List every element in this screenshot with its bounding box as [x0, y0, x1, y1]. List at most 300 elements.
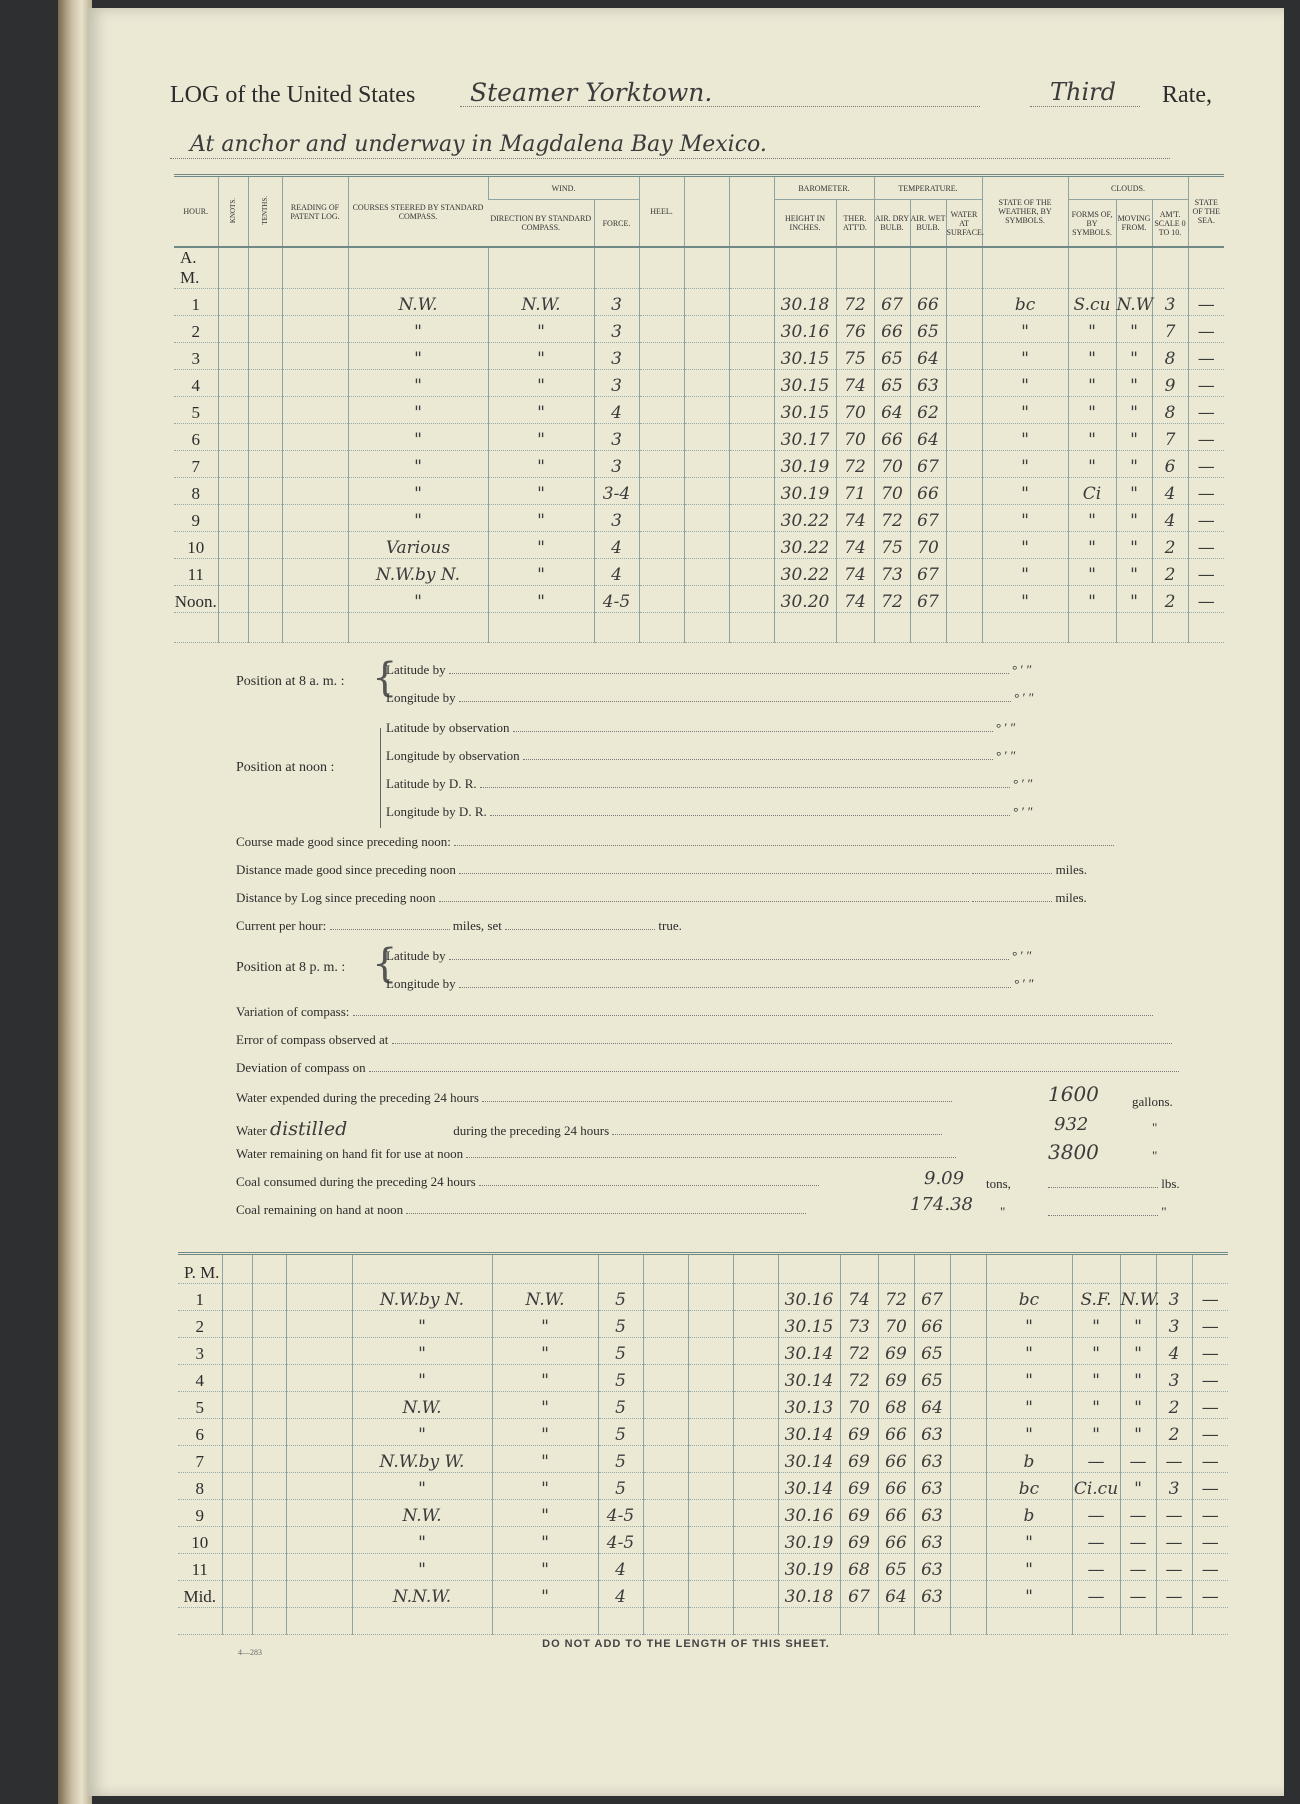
- pm-cell-course: N.W.by W.: [352, 1446, 492, 1473]
- am-cell-cloud-moving: ": [1116, 370, 1152, 397]
- pm-cell-course: N.W.: [352, 1392, 492, 1419]
- pm-cell-air-dry: 65: [878, 1554, 914, 1581]
- am-cell-weather: ": [982, 370, 1068, 397]
- am-cell-course: ": [348, 451, 488, 478]
- pm-cell-blank-1: [688, 1419, 733, 1446]
- water-remaining-ditto: ": [1152, 1148, 1158, 1163]
- am-table-row: [174, 532, 1224, 559]
- pm-cell-heel: [643, 1392, 688, 1419]
- pm-cell-wind-force: 4: [598, 1581, 643, 1608]
- variation-of-compass: Variation of compass:: [236, 1004, 1153, 1020]
- pm-cell-baro-height: 30.13: [778, 1392, 840, 1419]
- pm-cell-water-surface: [950, 1527, 986, 1554]
- pm-cell-water-surface: [950, 1473, 986, 1500]
- pm-cell-tenths: [252, 1446, 286, 1473]
- pm-cell-baro-height: 30.19: [778, 1527, 840, 1554]
- am-cell-hour: Noon.: [174, 586, 218, 613]
- pm-cell-wind-direction: ": [492, 1581, 598, 1608]
- pm-cell-knots: [222, 1311, 252, 1338]
- am-cell-sea: —: [1188, 586, 1224, 613]
- pm-cell-cloud-moving: —: [1120, 1527, 1156, 1554]
- pm-cell-air-dry: 66: [878, 1473, 914, 1500]
- am-cell-air-dry: 67: [874, 289, 910, 316]
- am-cell-cloud-forms: S.cu: [1068, 289, 1116, 316]
- pm-cell-cloud-forms: ": [1072, 1419, 1120, 1446]
- pm-cell-knots: [222, 1446, 252, 1473]
- pm-cell-blank-2: [733, 1284, 778, 1311]
- form-number: 4—283: [238, 1648, 262, 1657]
- pm-cell-wind-force: 5: [598, 1419, 643, 1446]
- pm-table-row: [178, 1311, 1228, 1338]
- pm-cell-air-dry: 69: [878, 1365, 914, 1392]
- coal-lbs-line: lbs.: [1048, 1176, 1180, 1192]
- am-cell-sea: —: [1188, 397, 1224, 424]
- pm-cell-cloud-moving: —: [1120, 1554, 1156, 1581]
- am-section-label: A. M.: [174, 247, 218, 289]
- pm-cell-sea: —: [1192, 1554, 1228, 1581]
- pm-cell-blank-1: [688, 1392, 733, 1419]
- am-cell-knots: [218, 505, 248, 532]
- am-table-row: [174, 451, 1224, 478]
- pm-cell-wind-force: 5: [598, 1473, 643, 1500]
- am-cell-cloud-moving: ": [1116, 343, 1152, 370]
- am-cell-cloud-forms: Ci: [1068, 478, 1116, 505]
- rate-label: Rate,: [1162, 82, 1212, 108]
- pm-cell-air-dry: 68: [878, 1392, 914, 1419]
- am-cell-air-dry: 72: [874, 505, 910, 532]
- pm-cell-heel: [643, 1338, 688, 1365]
- pm-cell-sea: —: [1192, 1473, 1228, 1500]
- am-cell-air-dry: 70: [874, 478, 910, 505]
- pm-cell-weather: ": [986, 1581, 1072, 1608]
- pm-cell-wind-direction: ": [492, 1311, 598, 1338]
- am-cell-cloud-amount: 8: [1152, 397, 1188, 424]
- pm-section-label: P. M.: [178, 1254, 222, 1284]
- pm-cell-hour: 2: [178, 1311, 222, 1338]
- pm-cell-blank-1: [688, 1554, 733, 1581]
- am-cell-cloud-moving: ": [1116, 532, 1152, 559]
- am-cell-blank-1: [684, 370, 729, 397]
- pm-cell-course: N.W.: [352, 1500, 492, 1527]
- am-cell-cloud-forms: ": [1068, 559, 1116, 586]
- am-cell-baro-height: 30.15: [774, 343, 836, 370]
- am-cell-baro-ther: 75: [836, 343, 874, 370]
- col-cloud-forms: FORMS OF, BY SYMBOLS.: [1068, 200, 1116, 248]
- am-cell-cloud-forms: ": [1068, 424, 1116, 451]
- am-cell-cloud-moving: ": [1116, 586, 1152, 613]
- am-table-row: [174, 505, 1224, 532]
- am-cell-blank-1: [684, 451, 729, 478]
- am-cell-tenths: [248, 370, 282, 397]
- pm-cell-weather: ": [986, 1419, 1072, 1446]
- pm-cell-cloud-amount: 2: [1156, 1392, 1192, 1419]
- pm-cell-patent-log: [286, 1527, 352, 1554]
- am-table-row: [174, 397, 1224, 424]
- pm-cell-baro-ther: 69: [840, 1527, 878, 1554]
- am-cell-wind-direction: ": [488, 478, 594, 505]
- am-cell-tenths: [248, 424, 282, 451]
- pm-cell-water-surface: [950, 1419, 986, 1446]
- pm-cell-tenths: [252, 1392, 286, 1419]
- am-cell-blank-1: [684, 559, 729, 586]
- tons-label: tons,: [986, 1176, 1011, 1191]
- pos-8am-lat: Latitude by ° ′ ″: [386, 662, 1033, 677]
- pm-cell-cloud-amount: 3: [1156, 1365, 1192, 1392]
- water-expended-value: 1600: [1048, 1082, 1099, 1106]
- subtitle: At anchor and underway in Magdalena Bay Mexico.: [190, 132, 767, 157]
- am-cell-blank-2: [729, 478, 774, 505]
- am-cell-patent-log: [282, 586, 348, 613]
- coal-remaining-value: 174.38: [910, 1194, 973, 1215]
- am-table-row: [174, 424, 1224, 451]
- am-cell-cloud-forms: ": [1068, 586, 1116, 613]
- pm-cell-knots: [222, 1338, 252, 1365]
- pm-cell-air-dry: 69: [878, 1338, 914, 1365]
- pm-cell-tenths: [252, 1581, 286, 1608]
- am-cell-hour: 10: [174, 532, 218, 559]
- am-cell-blank-1: [684, 397, 729, 424]
- am-cell-hour: 8: [174, 478, 218, 505]
- am-cell-wind-direction: ": [488, 424, 594, 451]
- pm-cell-cloud-forms: ": [1072, 1311, 1120, 1338]
- pm-cell-baro-ther: 69: [840, 1419, 878, 1446]
- am-cell-sea: —: [1188, 478, 1224, 505]
- am-cell-cloud-moving: ": [1116, 505, 1152, 532]
- am-cell-air-wet: 66: [910, 289, 946, 316]
- pm-cell-wind-force: 4-5: [598, 1527, 643, 1554]
- am-cell-cloud-amount: 9: [1152, 370, 1188, 397]
- am-cell-cloud-forms: ": [1068, 505, 1116, 532]
- pm-cell-air-wet: 63: [914, 1527, 950, 1554]
- am-cell-cloud-amount: 2: [1152, 586, 1188, 613]
- am-cell-water-surface: [946, 289, 982, 316]
- pm-cell-patent-log: [286, 1446, 352, 1473]
- pm-cell-air-dry: 66: [878, 1527, 914, 1554]
- pm-cell-baro-ther: 69: [840, 1500, 878, 1527]
- pm-table-row: [178, 1392, 1228, 1419]
- pm-cell-baro-height: 30.14: [778, 1365, 840, 1392]
- pm-cell-wind-direction: ": [492, 1446, 598, 1473]
- pm-cell-water-surface: [950, 1338, 986, 1365]
- pm-cell-blank-2: [733, 1527, 778, 1554]
- pm-cell-wind-direction: ": [492, 1527, 598, 1554]
- am-cell-knots: [218, 532, 248, 559]
- am-cell-air-wet: 67: [910, 559, 946, 586]
- pm-cell-air-dry: 66: [878, 1446, 914, 1473]
- pm-cell-water-surface: [950, 1365, 986, 1392]
- am-cell-patent-log: [282, 532, 348, 559]
- pm-cell-blank-2: [733, 1392, 778, 1419]
- pm-cell-knots: [222, 1554, 252, 1581]
- book-binding: [58, 0, 92, 1804]
- am-cell-water-surface: [946, 559, 982, 586]
- pm-cell-tenths: [252, 1284, 286, 1311]
- pm-cell-cloud-forms: S.F.: [1072, 1284, 1120, 1311]
- am-cell-course: ": [348, 343, 488, 370]
- am-cell-course: Various: [348, 532, 488, 559]
- current-per-hour: Current per hour: miles, set true.: [236, 918, 682, 933]
- am-cell-sea: —: [1188, 289, 1224, 316]
- am-cell-air-wet: 64: [910, 424, 946, 451]
- pm-cell-wind-direction: ": [492, 1365, 598, 1392]
- am-cell-air-wet: 67: [910, 505, 946, 532]
- am-cell-hour: 9: [174, 505, 218, 532]
- am-cell-baro-height: 30.20: [774, 586, 836, 613]
- am-cell-baro-ther: 74: [836, 505, 874, 532]
- subtitle-row: [170, 132, 1250, 162]
- am-cell-knots: [218, 397, 248, 424]
- pm-cell-wind-direction: ": [492, 1338, 598, 1365]
- pm-cell-tenths: [252, 1419, 286, 1446]
- pm-cell-water-surface: [950, 1446, 986, 1473]
- pm-cell-knots: [222, 1527, 252, 1554]
- am-cell-blank-1: [684, 424, 729, 451]
- am-cell-sea: —: [1188, 451, 1224, 478]
- pm-cell-air-wet: 66: [914, 1311, 950, 1338]
- pm-cell-baro-ther: 70: [840, 1392, 878, 1419]
- am-cell-air-dry: 66: [874, 316, 910, 343]
- am-cell-heel: [639, 424, 684, 451]
- am-cell-water-surface: [946, 451, 982, 478]
- rate-line: [1030, 106, 1140, 107]
- am-cell-cloud-amount: 6: [1152, 451, 1188, 478]
- pm-cell-heel: [643, 1500, 688, 1527]
- col-sea: STATE OF THE SEA.: [1188, 176, 1224, 248]
- pos-8pm-lat: Latitude by ° ′ ″: [386, 948, 1033, 963]
- pm-cell-tenths: [252, 1473, 286, 1500]
- am-cell-blank-2: [729, 289, 774, 316]
- am-cell-weather: ": [982, 559, 1068, 586]
- am-cell-air-dry: 75: [874, 532, 910, 559]
- am-cell-wind-direction: ": [488, 532, 594, 559]
- pm-cell-sea: —: [1192, 1284, 1228, 1311]
- am-cell-cloud-amount: 2: [1152, 559, 1188, 586]
- pm-cell-patent-log: [286, 1581, 352, 1608]
- am-cell-wind-direction: ": [488, 370, 594, 397]
- am-log-table: [174, 174, 1224, 643]
- am-cell-baro-height: 30.17: [774, 424, 836, 451]
- pm-table-row: [178, 1338, 1228, 1365]
- pm-cell-wind-direction: ": [492, 1392, 598, 1419]
- pm-cell-sea: —: [1192, 1338, 1228, 1365]
- am-cell-hour: 3: [174, 343, 218, 370]
- am-cell-baro-ther: 76: [836, 316, 874, 343]
- am-cell-baro-height: 30.15: [774, 397, 836, 424]
- am-cell-water-surface: [946, 370, 982, 397]
- pm-cell-cloud-moving: —: [1120, 1446, 1156, 1473]
- col-water-surface: WATER AT SURFACE.: [946, 200, 982, 248]
- pm-cell-patent-log: [286, 1419, 352, 1446]
- am-cell-patent-log: [282, 289, 348, 316]
- am-cell-tenths: [248, 316, 282, 343]
- pm-cell-hour: 9: [178, 1500, 222, 1527]
- am-cell-weather: ": [982, 478, 1068, 505]
- pm-cell-baro-height: 30.16: [778, 1500, 840, 1527]
- am-cell-wind-force: 3: [594, 424, 639, 451]
- pm-cell-patent-log: [286, 1311, 352, 1338]
- am-cell-cloud-moving: ": [1116, 559, 1152, 586]
- col-air-wet: AIR. WET BULB.: [910, 200, 946, 248]
- am-cell-cloud-forms: ": [1068, 451, 1116, 478]
- pm-cell-hour: Mid.: [178, 1581, 222, 1608]
- am-rows: [174, 289, 1224, 613]
- col-wind-force: FORCE.: [594, 200, 639, 248]
- am-cell-knots: [218, 424, 248, 451]
- am-cell-weather: ": [982, 505, 1068, 532]
- pm-cell-air-wet: 63: [914, 1473, 950, 1500]
- pm-cell-cloud-amount: —: [1156, 1581, 1192, 1608]
- am-cell-baro-height: 30.22: [774, 505, 836, 532]
- pm-cell-weather: ": [986, 1311, 1072, 1338]
- am-cell-wind-direction: ": [488, 451, 594, 478]
- pm-cell-sea: —: [1192, 1581, 1228, 1608]
- am-cell-hour: 4: [174, 370, 218, 397]
- am-cell-tenths: [248, 343, 282, 370]
- am-cell-heel: [639, 478, 684, 505]
- pm-cell-cloud-amount: 4: [1156, 1338, 1192, 1365]
- water-remaining-value: 3800: [1048, 1140, 1099, 1164]
- pm-cell-wind-direction: ": [492, 1500, 598, 1527]
- am-cell-baro-ther: 74: [836, 559, 874, 586]
- pm-cell-tenths: [252, 1365, 286, 1392]
- pm-cell-water-surface: [950, 1284, 986, 1311]
- am-cell-wind-direction: ": [488, 316, 594, 343]
- pm-cell-air-wet: 63: [914, 1500, 950, 1527]
- am-cell-blank-1: [684, 343, 729, 370]
- pm-cell-air-dry: 66: [878, 1419, 914, 1446]
- pos-noon-lat-obs: Latitude by observation ° ′ ″: [386, 720, 1016, 735]
- footer-notice: DO NOT ADD TO THE LENGTH OF THIS SHEET.: [542, 1638, 830, 1650]
- pm-cell-heel: [643, 1446, 688, 1473]
- pm-cell-course: ": [352, 1527, 492, 1554]
- am-cell-air-dry: 73: [874, 559, 910, 586]
- am-cell-wind-direction: ": [488, 559, 594, 586]
- am-cell-cloud-forms: ": [1068, 370, 1116, 397]
- am-cell-blank-1: [684, 478, 729, 505]
- col-blank-1: [684, 176, 729, 248]
- pm-cell-baro-ther: 69: [840, 1473, 878, 1500]
- pm-cell-patent-log: [286, 1284, 352, 1311]
- am-cell-heel: [639, 343, 684, 370]
- pm-cell-blank-1: [688, 1446, 733, 1473]
- pm-cell-cloud-amount: 2: [1156, 1419, 1192, 1446]
- am-cell-weather: ": [982, 343, 1068, 370]
- col-patent-log: READING OF PATENT LOG.: [282, 176, 348, 248]
- am-cell-wind-force: 3: [594, 289, 639, 316]
- am-cell-cloud-moving: N.W: [1116, 289, 1152, 316]
- am-cell-course: N.W.by N.: [348, 559, 488, 586]
- pm-cell-air-dry: 64: [878, 1581, 914, 1608]
- col-wind: WIND.: [488, 176, 639, 200]
- pm-cell-baro-height: 30.14: [778, 1446, 840, 1473]
- pm-table-row: [178, 1419, 1228, 1446]
- am-cell-heel: [639, 559, 684, 586]
- pm-cell-cloud-forms: Ci.cu: [1072, 1473, 1120, 1500]
- pm-cell-cloud-moving: ": [1120, 1392, 1156, 1419]
- log-page: [88, 8, 1284, 1796]
- pm-cell-wind-force: 4-5: [598, 1500, 643, 1527]
- col-cloud-amount: AM'T. SCALE 0 TO 10.: [1152, 200, 1188, 248]
- col-clouds: CLOUDS.: [1068, 176, 1188, 200]
- am-cell-blank-2: [729, 316, 774, 343]
- am-cell-wind-force: 3-4: [594, 478, 639, 505]
- am-cell-patent-log: [282, 316, 348, 343]
- pm-cell-air-wet: 63: [914, 1419, 950, 1446]
- am-cell-air-wet: 66: [910, 478, 946, 505]
- pm-cell-baro-ther: 67: [840, 1581, 878, 1608]
- am-cell-patent-log: [282, 370, 348, 397]
- am-cell-tenths: [248, 478, 282, 505]
- pm-cell-hour: 10: [178, 1527, 222, 1554]
- am-cell-blank-2: [729, 505, 774, 532]
- pm-cell-heel: [643, 1473, 688, 1500]
- am-cell-knots: [218, 370, 248, 397]
- am-cell-heel: [639, 289, 684, 316]
- pm-cell-blank-2: [733, 1446, 778, 1473]
- am-cell-baro-ther: 70: [836, 397, 874, 424]
- col-baro-ther: THER. ATT'D.: [836, 200, 874, 248]
- pm-cell-blank-1: [688, 1365, 733, 1392]
- water-expended-row: Water expended during the preceding 24 hours: [236, 1090, 952, 1106]
- rate-value: Third: [1050, 78, 1116, 106]
- pm-cell-heel: [643, 1554, 688, 1581]
- col-cloud-moving: MOVING FROM.: [1116, 200, 1152, 248]
- am-cell-hour: 5: [174, 397, 218, 424]
- pm-cell-cloud-moving: ": [1120, 1311, 1156, 1338]
- pm-cell-sea: —: [1192, 1392, 1228, 1419]
- pm-cell-hour: 11: [178, 1554, 222, 1581]
- col-weather: STATE OF THE WEATHER, BY SYMBOLS.: [982, 176, 1068, 248]
- am-cell-water-surface: [946, 532, 982, 559]
- pm-log-table: [178, 1252, 1228, 1635]
- am-cell-weather: ": [982, 532, 1068, 559]
- am-cell-air-wet: 63: [910, 370, 946, 397]
- am-cell-air-wet: 64: [910, 343, 946, 370]
- coal-remaining-lbs-line: ": [1048, 1204, 1167, 1220]
- am-cell-weather: ": [982, 316, 1068, 343]
- am-cell-wind-force: 3: [594, 370, 639, 397]
- am-cell-cloud-amount: 2: [1152, 532, 1188, 559]
- am-cell-cloud-amount: 8: [1152, 343, 1188, 370]
- am-cell-blank-2: [729, 451, 774, 478]
- am-cell-baro-ther: 72: [836, 289, 874, 316]
- pm-cell-baro-height: 30.19: [778, 1554, 840, 1581]
- am-cell-knots: [218, 559, 248, 586]
- am-cell-tenths: [248, 505, 282, 532]
- subtitle-line: [170, 158, 1170, 159]
- pm-cell-hour: 8: [178, 1473, 222, 1500]
- pm-cell-cloud-forms: —: [1072, 1527, 1120, 1554]
- pm-cell-cloud-forms: —: [1072, 1581, 1120, 1608]
- pm-cell-cloud-forms: ": [1072, 1392, 1120, 1419]
- coal-consumed-row: Coal consumed during the preceding 24 hours: [236, 1174, 819, 1190]
- coal-consumed-value: 9.09: [924, 1168, 965, 1189]
- am-cell-air-wet: 67: [910, 586, 946, 613]
- am-cell-cloud-moving: ": [1116, 478, 1152, 505]
- pm-cell-weather: bc: [986, 1284, 1072, 1311]
- am-cell-blank-1: [684, 532, 729, 559]
- pm-cell-blank-2: [733, 1338, 778, 1365]
- am-cell-course: ": [348, 478, 488, 505]
- pos-8pm-label: Position at 8 p. m. :: [236, 960, 346, 975]
- pm-cell-patent-log: [286, 1392, 352, 1419]
- col-wind-direction: DIRECTION BY STANDARD COMPASS.: [488, 200, 594, 248]
- col-heel: HEEL.: [639, 176, 684, 248]
- pm-cell-wind-force: 5: [598, 1446, 643, 1473]
- pm-cell-blank-1: [688, 1284, 733, 1311]
- pm-cell-baro-height: 30.18: [778, 1581, 840, 1608]
- gallons-label: gallons.: [1132, 1094, 1173, 1109]
